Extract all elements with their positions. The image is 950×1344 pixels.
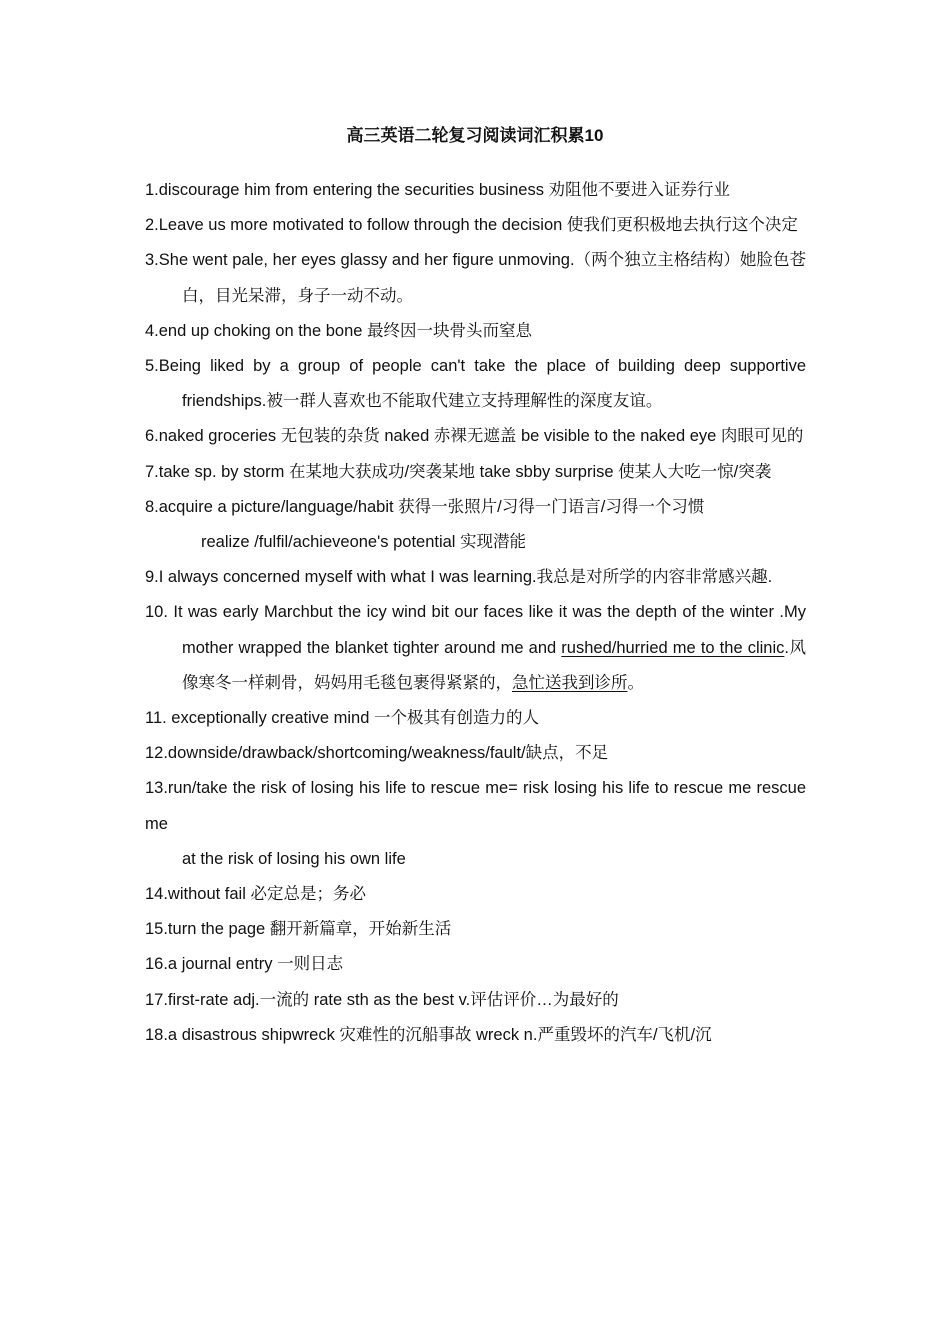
list-item-6: 6.naked groceries 无包装的杂货 naked 赤裸无遮盖 be visible to the naked eye 肉眼可见的 (145, 427, 804, 446)
page-title: 高三英语二轮复习阅读词汇积累10 (346, 126, 604, 145)
list-item-10 (145, 595, 806, 701)
vocabulary-list (145, 173, 806, 1053)
list-item-10-text-c: .风像寒冬一样刺骨，妈妈用毛毯包裹得紧紧的， (182, 638, 806, 692)
list-item-4: 4.end up choking on the bone 最终因一块骨头而窒息 (145, 321, 533, 340)
list-item-8-continuation: realize /fulfil/achieveone's potential 实现潜能 (201, 533, 527, 552)
list-item-3: 3.She went pale, her eyes glassy and her figure unmoving.（两个独立主格结构）她脸色苍白，目光呆滞，身子一动不动。 (145, 251, 806, 305)
list-item-10-text-e: 。 (627, 673, 644, 692)
list-item-10-text-a: 10. It was early Marchbut the icy wind bit our faces like it was the depth of the winter .My mother wrapped the blanket tighter around me and (145, 603, 806, 657)
list-item-16: 16.a journal entry 一则日志 (145, 955, 344, 974)
list-item-15: 15.turn the page 翻开新篇章，开始新生活 (145, 920, 452, 939)
list-item-9: 9.I always concerned myself with what I was learning.我总是对所学的内容非常感兴趣. (145, 568, 773, 587)
list-item-11: 11. exceptionally creative mind 一个极其有创造力的人 (145, 709, 539, 728)
list-item-10-underlined-en: rushed/hurried me to the clinic (561, 638, 785, 657)
list-item-1: 1.discourage him from entering the securities business 劝阻他不要进入证券行业 (145, 181, 731, 199)
list-item-5: 5.Being liked by a group of people can't take the place of building deep supportive friendships.被一群人喜欢也不能取代建立支持理解性的深度友谊。 (145, 357, 806, 411)
list-item-2: 2.Leave us more motivated to follow through the decision 使我们更积极地去执行这个决定 (145, 216, 798, 235)
list-item-10-underlined-zh: 急忙送我到诊所 (512, 673, 628, 692)
list-item-18: 18.a disastrous shipwreck 灾难性的沉船事故 wreck n.严重毁坏的汽车/飞机/沉 (145, 1025, 712, 1044)
list-item-8: 8.acquire a picture/language/habit 获得一张照片/习得一门语言/习得一个习惯 (145, 497, 705, 516)
list-item-7: 7.take sp. by storm 在某地大获成功/突袭某地 take sbby surprise 使某人大吃一惊/突袭 (145, 462, 772, 481)
list-item-13-continuation: at the risk of losing his own life (182, 849, 406, 868)
list-item-17: 17.first-rate adj.一流的 rate sth as the best v.评估评价…为最好的 (145, 990, 619, 1009)
list-item-13: 13.run/take the risk of losing his life to rescue me= risk losing his life to rescue me rescue me (145, 779, 806, 833)
list-item-14: 14.without fail 必定总是；务必 (145, 885, 366, 904)
list-item-12: 12.downside/drawback/shortcoming/weakness/fault/缺点，不足 (145, 744, 609, 763)
